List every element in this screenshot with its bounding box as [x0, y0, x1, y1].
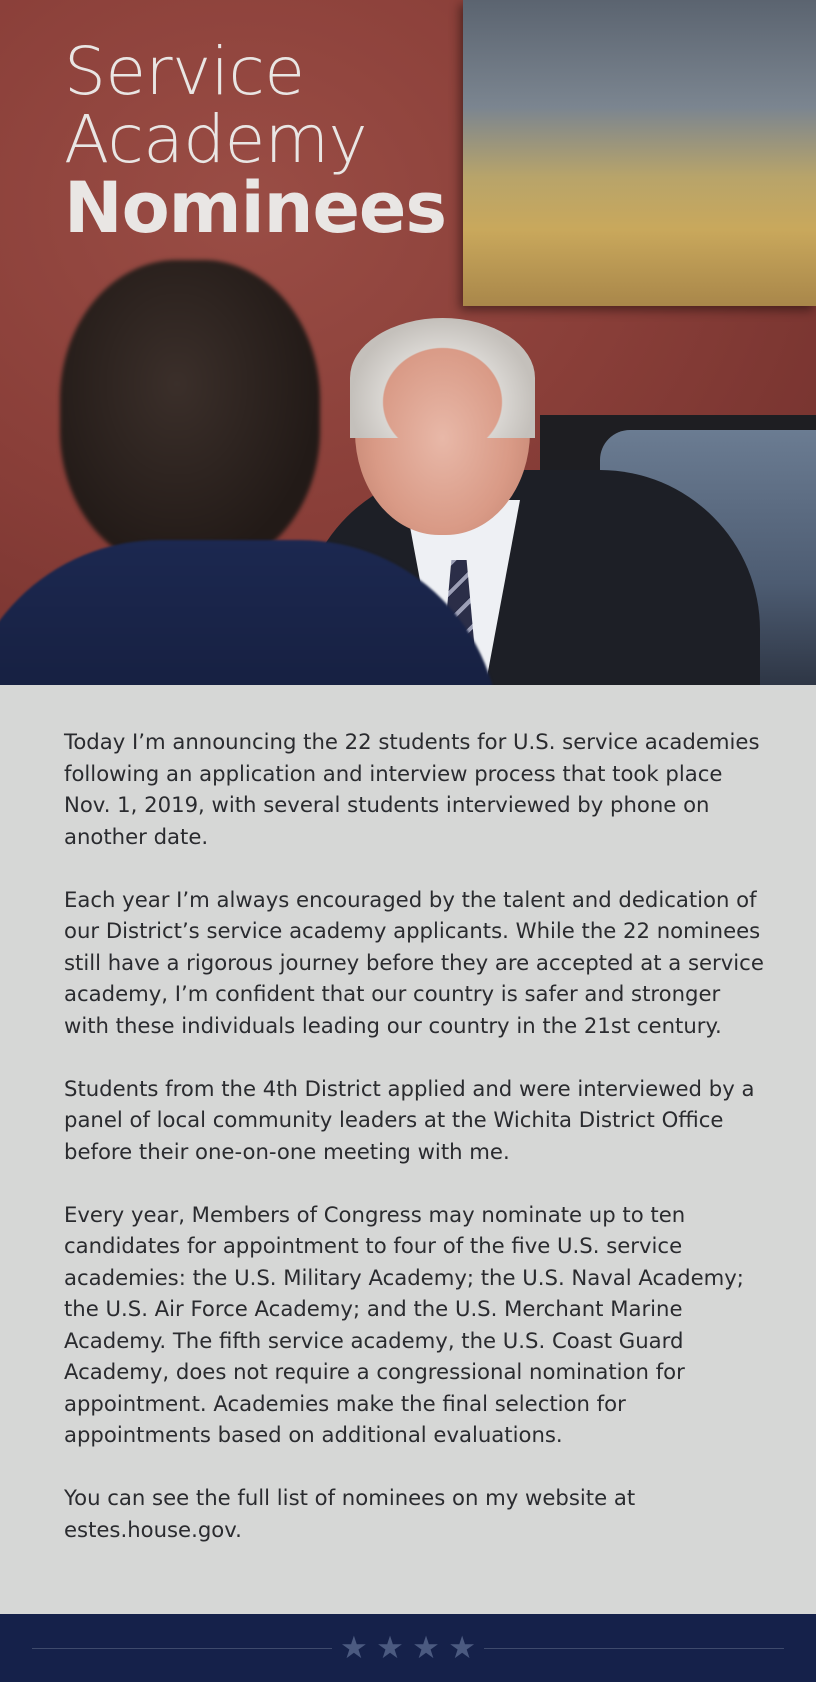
- farm-painting: [463, 0, 816, 306]
- paragraph-website: You can see the full list of nominees on my website at estes.house.gov.: [64, 1485, 636, 1542]
- hero-photo: [0, 0, 816, 685]
- man-hair: [350, 318, 535, 438]
- footer-stars: [340, 1628, 476, 1668]
- footer-divider-left: [32, 1648, 332, 1649]
- star-icon: ★: [340, 1630, 368, 1666]
- star-icon: ★: [412, 1630, 440, 1666]
- paragraph-encouraged: Each year I’m always encouraged by the talent and dedication of our District’s service academy applicants. While the 22 nominees still have a rigorous journey before they are accepted at a service academy, I’m confident that our country is safer and stronger with these individuals leading our country in the 21st century.: [64, 886, 764, 1038]
- star-icon: ★: [376, 1630, 404, 1666]
- student-head: [60, 260, 320, 570]
- title-line-1: Service: [64, 33, 305, 110]
- paragraph-announcement: Today I’m announcing the 22 students for U.S. service academies following an application and interview process that took place Nov. 1, 2019, with several students interviewed by phone on another date.: [64, 729, 760, 849]
- title-line-3: Nominees: [64, 167, 447, 249]
- page-title: [64, 33, 447, 249]
- title-line-2: Academy: [64, 101, 368, 178]
- star-icon: ★: [448, 1630, 476, 1666]
- footer-bar: [0, 1614, 816, 1682]
- paragraph-nomination-rules: Every year, Members of Congress may nominate up to ten candidates for appointment to four of the five U.S. service academies: the U.S. Military Academy; the U.S. Naval Academy; the U.S. Air Force Academy; and the U.S. Merchant Marine Academy. The fifth service academy, the U.S. Coast Guard Academy, does not require a congressional nomination for appointment. Academies make the final selection for appointments based on additional evaluations.: [64, 1201, 744, 1447]
- article-body: [64, 726, 764, 1577]
- footer-divider-right: [484, 1648, 784, 1649]
- paragraph-interview-process: Students from the 4th District applied and were interviewed by a panel of local community leaders at the Wichita District Office before their one-on-one meeting with me.: [64, 1075, 755, 1164]
